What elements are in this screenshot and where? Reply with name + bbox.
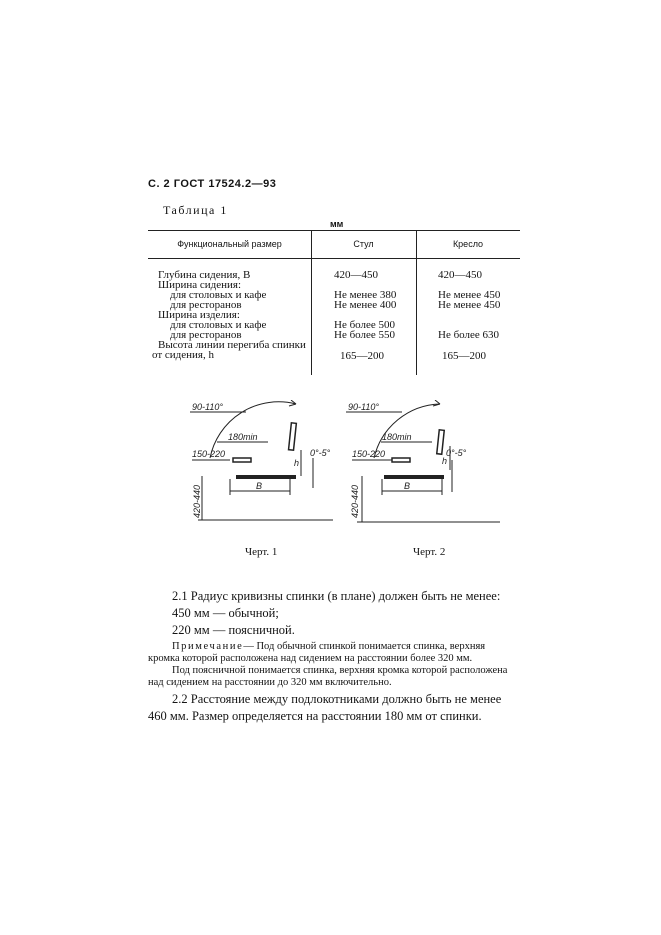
table-cell-armchair: Не менее 450 xyxy=(438,299,501,311)
dimensions-table xyxy=(148,230,520,375)
clause-2-2-line-2: 460 мм. Размер определяется на расстоянии 180 мм от спинки. xyxy=(148,709,482,723)
table-header-rule xyxy=(148,258,520,259)
note-1-line-2: кромка которой расположена над сидением на расстоянии более 320 мм. xyxy=(148,653,473,664)
table-cell-armchair: Не менее 450 xyxy=(438,289,501,301)
lumbar-pad xyxy=(392,458,410,462)
tilt-label: 0°-5° xyxy=(446,448,467,458)
note-text: — Под обычной спинкой понимается спинка, верхняя xyxy=(243,641,486,652)
arrow-tick xyxy=(289,404,296,406)
table-top-rule xyxy=(148,230,520,231)
arrow-tick xyxy=(435,400,440,404)
table-row-label: для ресторанов xyxy=(170,299,242,311)
note-1-line-1 xyxy=(172,641,485,653)
note-2-line-2: над сидением на расстоянии до 320 мм включительно. xyxy=(148,677,392,688)
lumbar-pad xyxy=(233,458,251,462)
table-row-label: Глубина сидения, B xyxy=(158,269,251,281)
table-row-label: для столовых и кафе xyxy=(170,289,267,301)
table-cell-chair: 165—200 xyxy=(340,350,384,362)
tilt-label: 0°-5° xyxy=(310,448,331,458)
depth-label: B xyxy=(404,481,411,491)
table-caption: Таблица 1 xyxy=(163,203,228,217)
range-label: 150-220 xyxy=(352,449,386,459)
table-cell-chair: Не менее 380 xyxy=(334,289,397,301)
clause-2-1-line-2: 450 мм — обычной; xyxy=(172,606,279,620)
range-label: 150-220 xyxy=(192,449,226,459)
table-column-divider xyxy=(416,230,417,375)
drawing-2-caption: Черт. 2 xyxy=(413,546,446,558)
page-header: С. 2 ГОСТ 17524.2—93 xyxy=(148,178,277,190)
angle-label: 90-110° xyxy=(348,402,379,412)
h-label: h xyxy=(294,458,300,468)
seat xyxy=(236,475,296,479)
table-row-label: Высота линии перегиба спинки xyxy=(158,339,306,351)
table-unit: мм xyxy=(330,219,344,229)
table-cell-chair: Не более 550 xyxy=(334,329,396,341)
height-label: 420-440 xyxy=(350,484,360,518)
height-label: 420-440 xyxy=(192,484,202,518)
table-cell-chair: 420—450 xyxy=(334,269,378,281)
table-row-label: Ширина изделия: xyxy=(158,309,240,321)
clause-2-1-line-3: 220 мм — поясничной. xyxy=(172,623,295,637)
table-row-label: Ширина сидения: xyxy=(158,279,242,291)
note-label: Примечание xyxy=(172,641,244,652)
note-2-line-1: Под поясничной понимается спинка, верхняя кромка которой расположена xyxy=(172,665,508,676)
chair-drawing-1 xyxy=(178,400,338,530)
drawing-1-caption: Черт. 1 xyxy=(245,546,278,558)
table-header-armchair: Кресло xyxy=(452,239,484,249)
angle-label: 90-110° xyxy=(192,402,223,412)
backrest xyxy=(437,430,444,454)
chair-drawing-2 xyxy=(342,400,502,530)
depth-label: B xyxy=(256,481,263,491)
table-row-label: от сидения, h xyxy=(152,349,214,361)
table-header-function: Функциональный размер xyxy=(177,239,282,249)
backrest xyxy=(289,423,297,450)
min-label: 180min xyxy=(228,432,258,442)
table-cell-armchair: 420—450 xyxy=(438,269,482,281)
clause-2-2-line-1: 2.2 Расстояние между подлокотниками должно быть не менее xyxy=(172,692,502,706)
table-header-chair: Стул xyxy=(353,239,374,249)
min-label: 180min xyxy=(382,432,412,442)
table-column-divider xyxy=(311,230,312,375)
clause-2-1-line-1: 2.1 Радиус кривизны спинки (в плане) должен быть не менее: xyxy=(172,589,501,603)
table-cell-chair: Не менее 400 xyxy=(334,299,397,311)
table-cell-armchair: 165—200 xyxy=(442,350,486,362)
table-row-label: для ресторанов xyxy=(170,329,242,341)
table-cell-armchair: Не более 630 xyxy=(438,329,500,341)
table-cell-chair: Не более 500 xyxy=(334,319,396,331)
table-row-label: для столовых и кафе xyxy=(170,319,267,331)
seat xyxy=(384,475,444,479)
h-label: h xyxy=(442,456,448,466)
